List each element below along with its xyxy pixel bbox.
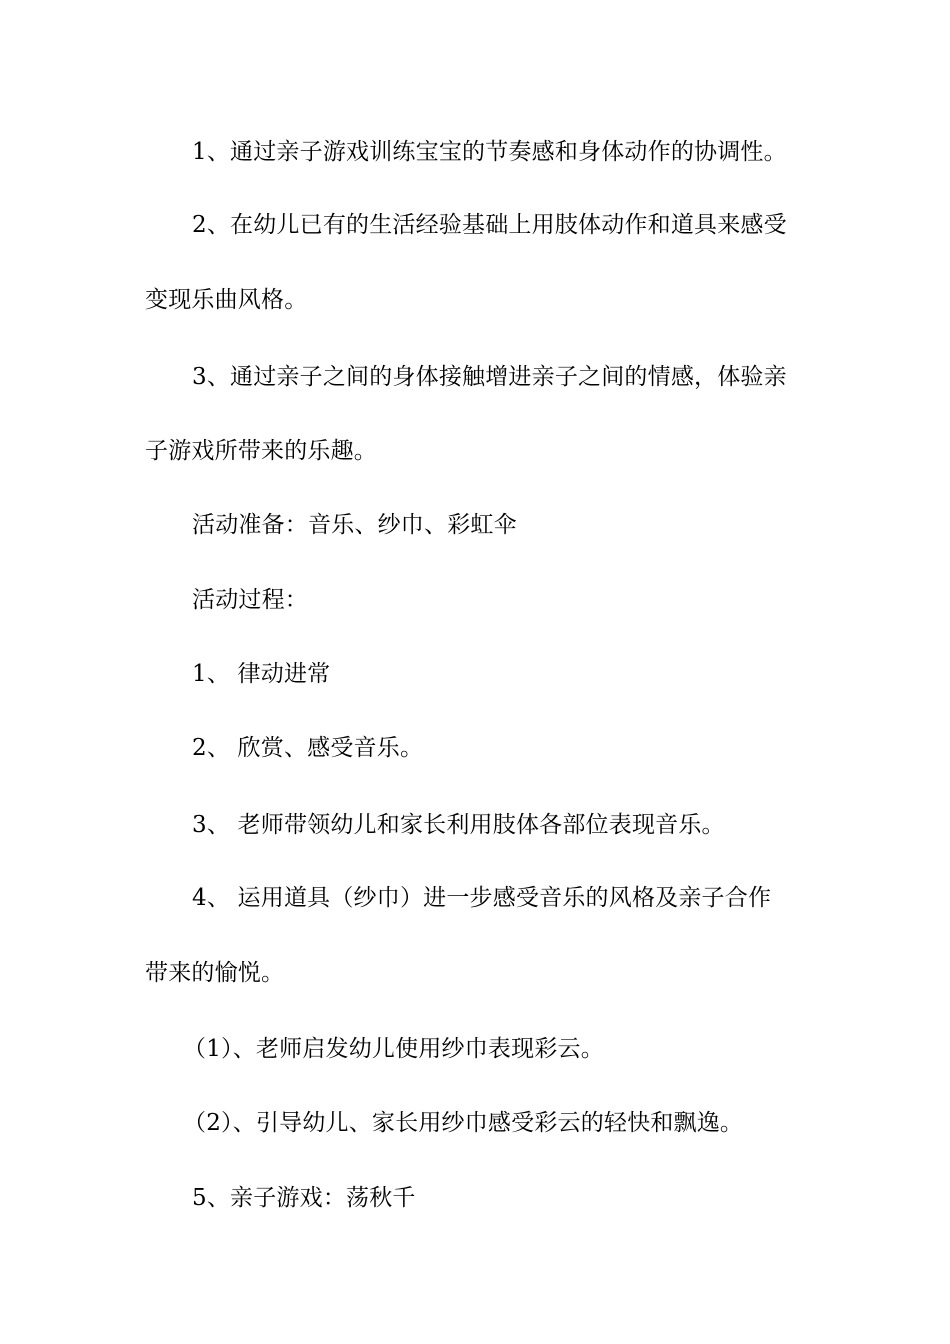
objective-1: 1、通过亲子游戏训练宝宝的节奏感和身体动作的协调性。 xyxy=(192,139,787,165)
objective-2-line-2: 变现乐曲风格。 xyxy=(145,287,308,313)
process-step-4-line-1: 4、 运用道具（纱巾）进一步感受音乐的风格及亲子合作 xyxy=(192,885,772,911)
process-step-4-line-2: 带来的愉悦。 xyxy=(145,960,285,986)
objective-2-line-1: 2、在幼儿已有的生活经验基础上用肢体动作和道具来感受 xyxy=(192,212,787,238)
process-step-2: 2、 欣赏、感受音乐。 xyxy=(192,735,424,761)
sub-step-1: （1）、老师启发幼儿使用纱巾表现彩云。 xyxy=(183,1036,604,1062)
activity-process-heading: 活动过程： xyxy=(192,587,308,613)
objective-3-line-2: 子游戏所带来的乐趣。 xyxy=(145,438,377,464)
process-step-3: 3、 老师带领幼儿和家长利用肢体各部位表现音乐。 xyxy=(192,812,725,838)
process-step-1: 1、 律动进常 xyxy=(192,661,331,687)
sub-step-2: （2）、引导幼儿、家长用纱巾感受彩云的轻快和飘逸。 xyxy=(183,1110,744,1136)
objective-3-line-1: 3、通过亲子之间的身体接触增进亲子之间的情感，体验亲 xyxy=(192,364,787,390)
activity-preparation: 活动准备：音乐、纱巾、彩虹伞 xyxy=(192,512,517,538)
process-step-5: 5、亲子游戏：荡秋千 xyxy=(192,1185,416,1211)
